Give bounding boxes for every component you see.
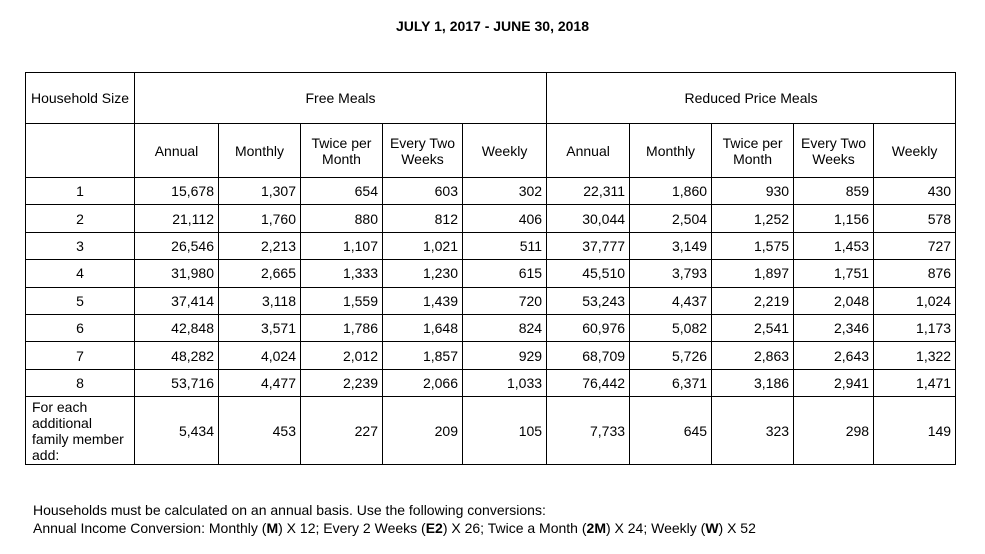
note-text: ) X 24; Weekly ( — [605, 520, 706, 536]
reduced-monthly-cell: 2,504 — [630, 205, 712, 232]
free-weekly-cell: 302 — [463, 178, 547, 205]
conversion-note — [33, 501, 756, 537]
reduced-weekly-cell: 1,024 — [874, 287, 956, 314]
free-annual-cell: 42,848 — [135, 314, 219, 341]
subheader-row — [26, 124, 956, 178]
free-annual-cell: 5,434 — [135, 397, 219, 465]
free-weekly-cell: 615 — [463, 260, 547, 287]
reduced-monthly-cell: 3,793 — [630, 260, 712, 287]
note-text: ) X 12; Every 2 Weeks ( — [278, 520, 426, 536]
reduced-monthly-cell: 5,082 — [630, 314, 712, 341]
free-every-two-weeks-cell: 2,066 — [383, 369, 463, 396]
household-size-cell: 7 — [26, 342, 135, 369]
reduced-weekly-header: Weekly — [874, 124, 956, 178]
reduced-annual-header: Annual — [547, 124, 630, 178]
reduced-every-two-weeks-cell: 2,643 — [794, 342, 874, 369]
note-text: ) X 26; Twice a Month ( — [442, 520, 587, 536]
reduced-monthly-cell: 3,149 — [630, 232, 712, 259]
table-row — [26, 178, 956, 205]
reduced-monthly-header: Monthly — [630, 124, 712, 178]
free-monthly-cell: 1,760 — [219, 205, 301, 232]
reduced-weekly-cell: 149 — [874, 397, 956, 465]
table-row — [26, 205, 956, 232]
reduced-weekly-cell: 1,322 — [874, 342, 956, 369]
table-row — [26, 232, 956, 259]
free-twice-month-cell: 227 — [301, 397, 383, 465]
reduced-twice-month-cell: 2,541 — [712, 314, 794, 341]
reduced-annual-cell: 30,044 — [547, 205, 630, 232]
empty-header-cell — [26, 124, 135, 178]
reduced-meals-header: Reduced Price Meals — [547, 73, 956, 124]
free-every-two-weeks-cell: 812 — [383, 205, 463, 232]
free-weekly-header: Weekly — [463, 124, 547, 178]
reduced-annual-cell: 68,709 — [547, 342, 630, 369]
reduced-annual-cell: 60,976 — [547, 314, 630, 341]
free-monthly-cell: 4,477 — [219, 369, 301, 396]
reduced-annual-cell: 45,510 — [547, 260, 630, 287]
free-monthly-cell: 1,307 — [219, 178, 301, 205]
free-annual-cell: 26,546 — [135, 232, 219, 259]
reduced-monthly-cell: 6,371 — [630, 369, 712, 396]
free-twice-month-cell: 1,786 — [301, 314, 383, 341]
reduced-every-two-weeks-cell: 2,346 — [794, 314, 874, 341]
free-twice-month-cell: 2,239 — [301, 369, 383, 396]
free-twice-month-header: Twice per Month — [301, 124, 383, 178]
reduced-weekly-cell: 876 — [874, 260, 956, 287]
free-meals-header: Free Meals — [135, 73, 547, 124]
reduced-monthly-cell: 645 — [630, 397, 712, 465]
reduced-every-two-weeks-cell: 1,751 — [794, 260, 874, 287]
free-annual-cell: 21,112 — [135, 205, 219, 232]
reduced-every-two-weeks-cell: 2,941 — [794, 369, 874, 396]
reduced-twice-month-header: Twice per Month — [712, 124, 794, 178]
reduced-twice-month-cell: 930 — [712, 178, 794, 205]
free-monthly-cell: 2,665 — [219, 260, 301, 287]
note-line-2 — [33, 519, 756, 537]
reduced-twice-month-cell: 1,897 — [712, 260, 794, 287]
reduced-every-two-weeks-cell: 2,048 — [794, 287, 874, 314]
free-monthly-cell: 3,118 — [219, 287, 301, 314]
reduced-every-two-weeks-cell: 298 — [794, 397, 874, 465]
free-monthly-header: Monthly — [219, 124, 301, 178]
free-annual-cell: 15,678 — [135, 178, 219, 205]
reduced-every-two-weeks-cell: 859 — [794, 178, 874, 205]
reduced-every-two-weeks-cell: 1,453 — [794, 232, 874, 259]
free-every-two-weeks-cell: 603 — [383, 178, 463, 205]
free-twice-month-cell: 880 — [301, 205, 383, 232]
free-weekly-cell: 511 — [463, 232, 547, 259]
household-size-cell: 2 — [26, 205, 135, 232]
table-row — [26, 260, 956, 287]
free-every-two-weeks-cell: 1,230 — [383, 260, 463, 287]
household-size-cell: 6 — [26, 314, 135, 341]
household-size-cell: 5 — [26, 287, 135, 314]
reduced-weekly-cell: 430 — [874, 178, 956, 205]
free-weekly-cell: 406 — [463, 205, 547, 232]
reduced-weekly-cell: 578 — [874, 205, 956, 232]
note-code-every-two-weeks: E2 — [425, 520, 443, 536]
additional-member-row — [26, 397, 956, 465]
free-annual-header: Annual — [135, 124, 219, 178]
free-twice-month-cell: 2,012 — [301, 342, 383, 369]
free-monthly-cell: 453 — [219, 397, 301, 465]
reduced-twice-month-cell: 1,252 — [712, 205, 794, 232]
note-code-weekly: W — [705, 520, 719, 536]
additional-member-label: For each additional family member add: — [26, 397, 135, 465]
reduced-annual-cell: 7,733 — [547, 397, 630, 465]
reduced-monthly-cell: 5,726 — [630, 342, 712, 369]
free-weekly-cell: 105 — [463, 397, 547, 465]
note-line-1: Households must be calculated on an annual basis. Use the following conversions: — [33, 502, 546, 518]
reduced-annual-cell: 37,777 — [547, 232, 630, 259]
free-every-two-weeks-header: Every Two Weeks — [383, 124, 463, 178]
free-weekly-cell: 929 — [463, 342, 547, 369]
reduced-twice-month-cell: 2,863 — [712, 342, 794, 369]
free-twice-month-cell: 1,107 — [301, 232, 383, 259]
free-twice-month-cell: 654 — [301, 178, 383, 205]
free-twice-month-cell: 1,333 — [301, 260, 383, 287]
free-weekly-cell: 720 — [463, 287, 547, 314]
table-row — [26, 342, 956, 369]
period-heading: JULY 1, 2017 - JUNE 30, 2018 — [395, 18, 590, 34]
free-monthly-cell: 2,213 — [219, 232, 301, 259]
free-annual-cell: 31,980 — [135, 260, 219, 287]
free-twice-month-cell: 1,559 — [301, 287, 383, 314]
household-size-cell: 4 — [26, 260, 135, 287]
note-code-twice-month: 2M — [586, 520, 606, 536]
household-size-header: Household Size — [26, 73, 135, 124]
table-row — [26, 287, 956, 314]
free-annual-cell: 48,282 — [135, 342, 219, 369]
note-text: Annual Income Conversion: Monthly ( — [33, 520, 267, 536]
reduced-monthly-cell: 1,860 — [630, 178, 712, 205]
note-text: ) X 52 — [718, 520, 756, 536]
free-every-two-weeks-cell: 1,021 — [383, 232, 463, 259]
free-every-two-weeks-cell: 209 — [383, 397, 463, 465]
reduced-twice-month-cell: 323 — [712, 397, 794, 465]
free-every-two-weeks-cell: 1,439 — [383, 287, 463, 314]
free-every-two-weeks-cell: 1,857 — [383, 342, 463, 369]
free-monthly-cell: 3,571 — [219, 314, 301, 341]
table-row — [26, 369, 956, 396]
note-code-monthly: M — [266, 520, 279, 536]
reduced-annual-cell: 53,243 — [547, 287, 630, 314]
reduced-weekly-cell: 727 — [874, 232, 956, 259]
reduced-weekly-cell: 1,173 — [874, 314, 956, 341]
table-row — [26, 314, 956, 341]
household-size-cell: 1 — [26, 178, 135, 205]
free-monthly-cell: 4,024 — [219, 342, 301, 369]
reduced-twice-month-cell: 1,575 — [712, 232, 794, 259]
reduced-twice-month-cell: 2,219 — [712, 287, 794, 314]
reduced-annual-cell: 76,442 — [547, 369, 630, 396]
free-weekly-cell: 824 — [463, 314, 547, 341]
free-annual-cell: 53,716 — [135, 369, 219, 396]
free-every-two-weeks-cell: 1,648 — [383, 314, 463, 341]
free-annual-cell: 37,414 — [135, 287, 219, 314]
reduced-monthly-cell: 4,437 — [630, 287, 712, 314]
free-weekly-cell: 1,033 — [463, 369, 547, 396]
reduced-annual-cell: 22,311 — [547, 178, 630, 205]
household-size-cell: 3 — [26, 232, 135, 259]
household-size-cell: 8 — [26, 369, 135, 396]
reduced-every-two-weeks-header: Every Two Weeks — [794, 124, 874, 178]
income-eligibility-table — [25, 72, 956, 465]
reduced-every-two-weeks-cell: 1,156 — [794, 205, 874, 232]
reduced-twice-month-cell: 3,186 — [712, 369, 794, 396]
reduced-weekly-cell: 1,471 — [874, 369, 956, 396]
header-row — [26, 73, 956, 124]
